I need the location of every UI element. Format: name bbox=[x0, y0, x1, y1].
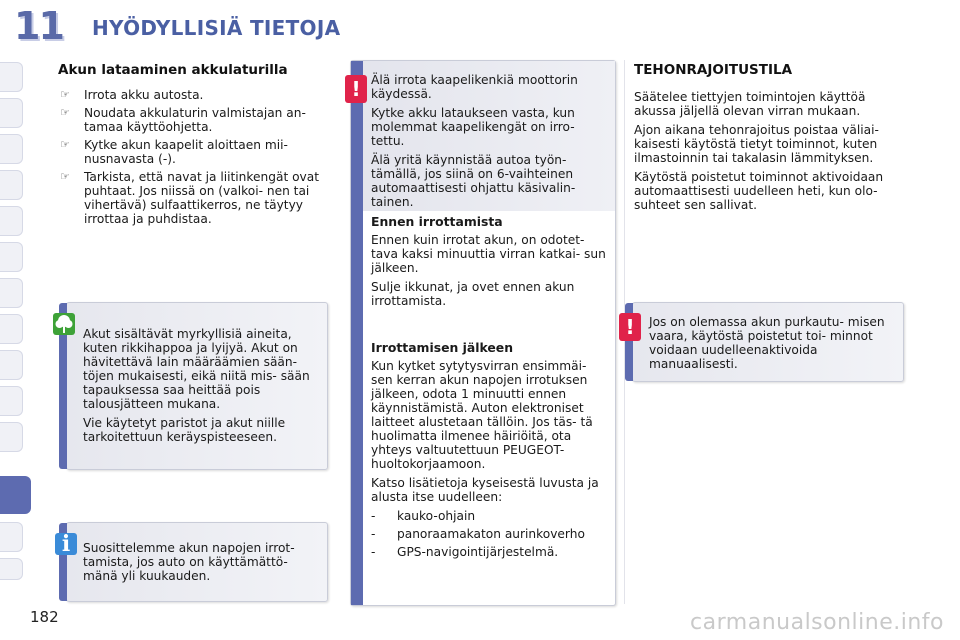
eco-tree-icon bbox=[53, 313, 75, 335]
body-text: Ajon aikana tehonrajoitus poistaa väliai- kaisesti käytöstä tietyt toiminnot, kuten ilmastoinnin tai takalasin lämmityksen. bbox=[634, 123, 879, 165]
warning-icon: ! bbox=[619, 313, 641, 341]
eco-text: Akut sisältävät myrkyllisiä aineita, kuten rikkihappoa ja lyijyä. Akut on hävitettävä lain määräämien sään- töjen mukaisesti, eikä niitä mis- sään tapauksessa saa heittää pois talousjätteen mukana. bbox=[83, 327, 310, 411]
chapter-tab[interactable] bbox=[0, 558, 23, 580]
list-item: ☞ Tarkista, että navat ja liitinkengät ovat puhtaat. Jos niissä on (valkoi- nen tai vihertävä) sulfaattikerros, ne täytyy irrottaa ja puhdistaa. bbox=[60, 170, 320, 226]
list-item: ☞ Irrota akku autosta. bbox=[60, 88, 204, 102]
chapter-tab-active[interactable] bbox=[0, 476, 31, 514]
chapter-tab[interactable] bbox=[0, 314, 23, 344]
body-text: Kun kytket sytytysvirran ensimmäi- sen kerran akun napojen irrotuksen jälkeen, odota 1 minuutti ennen käynnistämistä. Auton elektroniset laitteet alustetaan tällöin. Jos täs- tä huolimatta ilmenee häiriöitä, ota yhteys valtuutettuun PEUGEOT- huoltokorjaamoon. bbox=[371, 359, 593, 471]
body-text: Säätelee tiettyjen toimintojen käyttöä akussa jäljellä olevan virran mukaan. bbox=[634, 90, 866, 118]
list-item: - kauko-ohjain bbox=[371, 509, 476, 523]
list-item: ☞ Kytke akun kaapelit aloittaen mii- nusnavasta (-). bbox=[60, 138, 288, 166]
info-text: Suosittelemme akun napojen irrot- tamista, jos auto on käyttämättö- mänä yli kuukauden. bbox=[83, 541, 295, 583]
info-note-box bbox=[61, 522, 328, 602]
warning-text: Älä yritä käynnistää autoa työn- tämällä, jos siinä on 6-vaihteinen automaattisesti ohjattu käsivalin- tainen. bbox=[371, 153, 576, 209]
chapter-number: 11 bbox=[14, 4, 63, 48]
chapter-tab[interactable] bbox=[0, 98, 23, 128]
eco-note-box bbox=[66, 302, 328, 470]
list-item: ☞ Noudata akkulaturin valmistajan an- tamaa käyttöohjetta. bbox=[60, 106, 306, 134]
info-icon: i bbox=[55, 533, 77, 555]
body-text: Katso lisätietoja kyseisestä luvusta ja alusta itse uudelleen: bbox=[371, 476, 599, 504]
subheading: Irrottamisen jälkeen bbox=[371, 340, 514, 355]
chapter-tab[interactable] bbox=[0, 278, 23, 308]
hand-pointer-icon: ☞ bbox=[60, 106, 70, 119]
watermark: carmanualsonline.info bbox=[690, 610, 944, 635]
chapter-tab[interactable] bbox=[0, 62, 23, 92]
warning-note-box bbox=[625, 302, 904, 382]
warning-text: Jos on olemassa akun purkautu- misen vaara, käytöstä poistetut toi- minnot voidaan uudelleenaktivoida manuaalisesti. bbox=[649, 315, 885, 371]
list-item: - panoraamakaton aurinkoverho bbox=[371, 527, 585, 541]
section-title: Akun lataaminen akkulaturilla bbox=[58, 62, 288, 78]
chapter-tab[interactable] bbox=[0, 170, 23, 200]
chapter-title: HYÖDYLLISIÄ TIETOJA bbox=[92, 16, 341, 40]
page-number: 182 bbox=[30, 608, 59, 626]
section-title: TEHONRAJOITUSTILA bbox=[634, 62, 793, 78]
chapter-tab[interactable] bbox=[0, 134, 23, 164]
chapter-tab[interactable] bbox=[0, 206, 23, 236]
chapter-tab[interactable] bbox=[0, 242, 23, 272]
warning-text: Älä irrota kaapelikenkiä moottorin käydessä. bbox=[371, 73, 578, 101]
body-text: Käytöstä poistetut toiminnot aktivoidaan automaattisesti uudelleen heti, kun olo- suhteet sen sallivat. bbox=[634, 170, 884, 212]
warning-text: Kytke akku lataukseen vasta, kun molemmat kaapelikengät on irro- tettu. bbox=[371, 106, 575, 148]
body-text: Ennen kuin irrotat akun, on odotet- tava kaksi minuuttia virran katkai- sun jälkeen. bbox=[371, 233, 606, 275]
hand-pointer-icon: ☞ bbox=[60, 88, 70, 101]
chapter-tabs bbox=[0, 46, 40, 586]
chapter-tab[interactable] bbox=[0, 386, 23, 416]
list-item: - GPS-navigointijärjestelmä. bbox=[371, 545, 559, 559]
chapter-tab[interactable] bbox=[0, 522, 23, 552]
body-text: Sulje ikkunat, ja ovet ennen akun irrottamista. bbox=[371, 280, 575, 308]
page-header bbox=[0, 0, 960, 52]
warning-icon: ! bbox=[345, 75, 367, 103]
dash-list bbox=[371, 509, 609, 559]
chapter-tab[interactable] bbox=[0, 350, 23, 380]
subheading: Ennen irrottamista bbox=[371, 214, 503, 229]
hand-pointer-icon: ☞ bbox=[60, 170, 70, 183]
eco-text: Vie käytetyt paristot ja akut niille tarkoitettuun keräyspisteeseen. bbox=[83, 416, 286, 444]
chapter-tab[interactable] bbox=[0, 422, 23, 452]
hand-pointer-icon: ☞ bbox=[60, 138, 70, 151]
bullet-list bbox=[58, 88, 326, 230]
warning-panel bbox=[350, 60, 616, 606]
